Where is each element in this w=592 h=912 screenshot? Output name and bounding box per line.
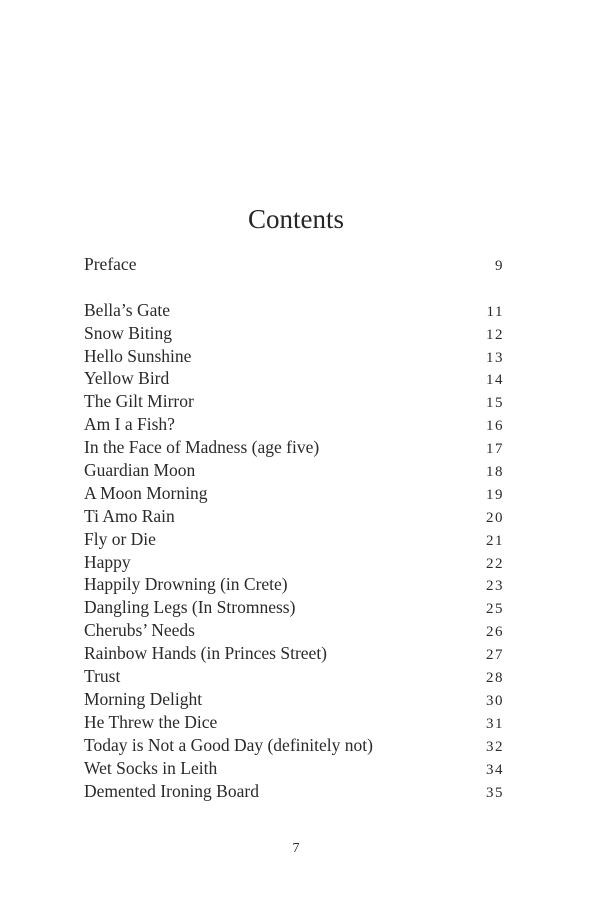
toc-entry-page: 34: [486, 761, 504, 778]
toc-entry-page: 32: [486, 738, 504, 755]
toc-entry: [84, 459, 504, 482]
toc-entry-page: 17: [486, 441, 504, 458]
toc-entry: [84, 711, 504, 734]
toc-entry-page: 14: [486, 372, 504, 389]
toc-entry-title: Ti Amo Rain: [84, 505, 175, 526]
toc-entry: [84, 482, 504, 505]
toc-entry-page: 11: [486, 303, 504, 320]
toc-entry-title: Wet Socks in Leith: [84, 757, 218, 778]
toc-entry-page: 12: [486, 326, 504, 343]
toc-entry-page: 35: [486, 784, 504, 801]
page-title: Contents: [247, 204, 344, 234]
toc-entry: [84, 734, 504, 757]
toc-entry-page: 28: [486, 670, 504, 687]
toc-entry-page: 16: [486, 418, 504, 435]
toc-entry: [84, 436, 504, 459]
toc-entry-page: 20: [486, 509, 504, 526]
toc-entry-title: Trust: [84, 666, 121, 687]
toc-entry: [84, 322, 504, 345]
toc-entry-page: 21: [486, 532, 504, 549]
toc-entry: [84, 413, 504, 436]
toc-entry-title: Happy: [84, 551, 131, 572]
toc-entry-title: Demented Ironing Board: [84, 780, 259, 801]
toc-entry: [84, 780, 504, 803]
toc-entry-title: Morning Delight: [84, 688, 203, 709]
toc-entry-title: A Moon Morning: [84, 482, 208, 503]
table-of-contents: [84, 253, 504, 802]
toc-entry: [84, 619, 504, 642]
toc-entry-title: Bella’s Gate: [84, 299, 171, 320]
toc-entry-page: 31: [486, 715, 504, 732]
toc-entry: [84, 367, 504, 390]
toc-entry-title: Fly or Die: [84, 528, 156, 549]
toc-entry-page: 15: [486, 395, 504, 412]
toc-entry: [84, 688, 504, 711]
toc-entry-page: 19: [486, 486, 504, 503]
toc-entry-title: Happily Drowning (in Crete): [84, 574, 288, 595]
toc-entry-title: Dangling Legs (In Stromness): [84, 597, 296, 618]
page-number: 7: [292, 841, 300, 856]
toc-entry-page: 9: [495, 258, 504, 274]
toc-entry: [84, 757, 504, 780]
toc-entry-page: 22: [486, 555, 504, 572]
toc-entry-page: 25: [486, 601, 504, 618]
toc-entry-page: 27: [486, 647, 504, 664]
toc-entry-title: Today is Not a Good Day (definitely not): [84, 734, 373, 755]
toc-entry: [84, 299, 504, 322]
toc-entry-title: Snow Biting: [84, 322, 173, 343]
toc-entry: [84, 551, 504, 574]
toc-entry: [84, 528, 504, 551]
toc-entry: [84, 573, 504, 596]
toc-entry-title: Yellow Bird: [84, 368, 170, 389]
toc-entry-title: The Gilt Mirror: [84, 391, 194, 412]
toc-entry-title: Rainbow Hands (in Princes Street): [84, 643, 328, 664]
toc-entry: [84, 505, 504, 528]
toc-entry: [84, 345, 504, 368]
toc-entry-page: 13: [486, 349, 504, 366]
toc-entry: [84, 665, 504, 688]
toc-entry: [84, 390, 504, 413]
toc-entry-title: In the Face of Madness (age five): [84, 437, 320, 458]
toc-entry-page: 26: [486, 624, 504, 641]
toc-entry-title: Cherubs’ Needs: [84, 620, 195, 641]
toc-entry-title: Am I a Fish?: [84, 414, 175, 435]
toc-entry-title: He Threw the Dice: [84, 711, 218, 732]
toc-entry: [84, 253, 504, 299]
toc-entry-title: Preface: [84, 254, 137, 274]
toc-entry-page: 18: [486, 464, 504, 481]
toc-entry: [84, 642, 504, 665]
toc-entry-page: 30: [486, 692, 504, 709]
toc-entry: [84, 596, 504, 619]
toc-entry-page: 23: [486, 578, 504, 595]
toc-entry-title: Guardian Moon: [84, 460, 196, 481]
toc-entry-title: Hello Sunshine: [84, 345, 192, 366]
